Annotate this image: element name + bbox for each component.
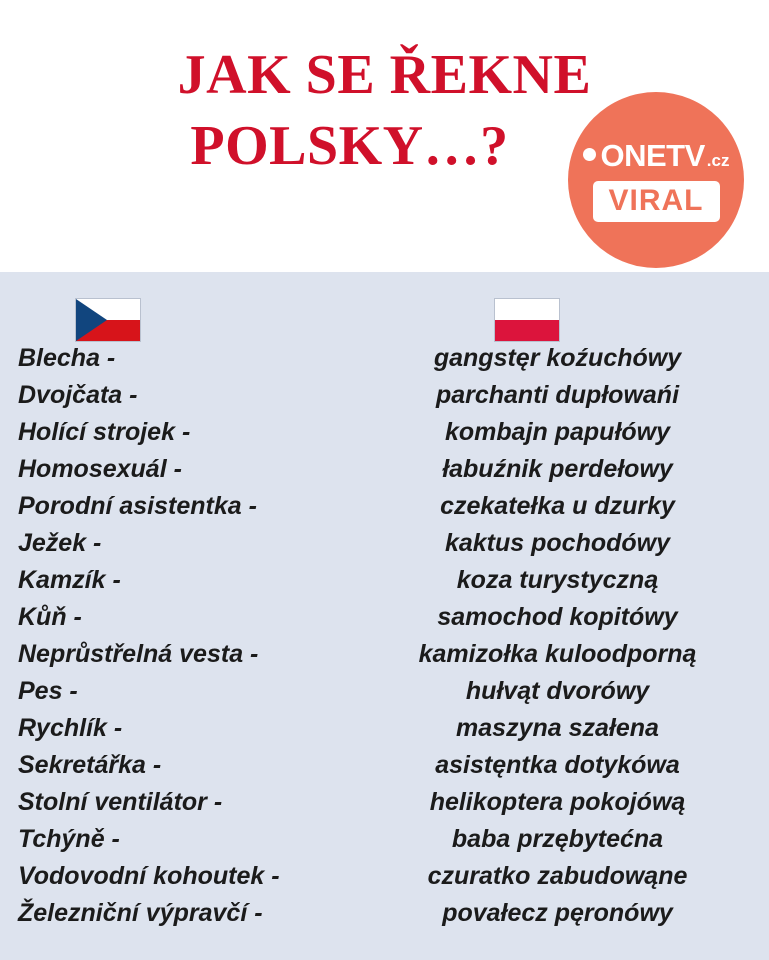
- czech-word: Blecha -: [18, 344, 116, 372]
- czech-word: Tchýně -: [18, 825, 120, 853]
- list-item: [18, 788, 755, 825]
- list-item: [18, 751, 755, 788]
- logo-domain: .cz: [706, 151, 730, 170]
- polish-word: kombajn papułówy: [444, 418, 671, 446]
- polish-word: kamizołka kuloodporną: [418, 640, 697, 668]
- polish-word: kaktus pochodówy: [444, 529, 671, 557]
- logo-dot-icon: [583, 148, 596, 161]
- czech-flag-icon: [75, 298, 141, 342]
- czech-word: Ježek -: [18, 529, 102, 557]
- czech-word: Pes -: [18, 677, 78, 705]
- list-item: [18, 603, 755, 640]
- czech-word: Porodní asistentka -: [18, 492, 257, 520]
- logo-wordmark: [583, 138, 730, 174]
- content-panel: [0, 272, 769, 960]
- list-item: [18, 381, 755, 418]
- polish-word: povałecz pęronówy: [442, 899, 673, 927]
- czech-word: Kamzík -: [18, 566, 121, 594]
- czech-word: Rychlík -: [18, 714, 123, 742]
- polish-word: asistęntka dotykówa: [435, 751, 680, 779]
- list-item: [18, 418, 755, 455]
- czech-word: Stolní ventilátor -: [18, 788, 223, 816]
- list-item: [18, 677, 755, 714]
- polish-word: baba przębytećna: [451, 825, 664, 853]
- polish-word: łabuźnik perdełowy: [442, 455, 673, 483]
- list-item: [18, 529, 755, 566]
- list-item: [18, 640, 755, 677]
- logo-name: ONETV: [600, 138, 705, 173]
- onetv-logo-badge: [568, 92, 744, 268]
- polish-word: gangstęr koźuchówy: [433, 344, 682, 372]
- list-item: [18, 344, 755, 381]
- flags-row: [0, 272, 769, 344]
- logo-tag: VIRAL: [593, 181, 720, 222]
- polish-word: parchanti dupłowańi: [435, 381, 680, 409]
- polish-word: koza turystyczną: [456, 566, 659, 594]
- czech-word: Homosexuál -: [18, 455, 182, 483]
- czech-word: Železniční výpravčí -: [18, 899, 263, 927]
- list-item: [18, 825, 755, 862]
- polish-word: hułvąt dvorówy: [465, 677, 650, 705]
- polish-word: czekatełka u dzurky: [440, 492, 675, 520]
- czech-word: Neprůstřelná vesta -: [18, 640, 259, 668]
- list-item: [18, 566, 755, 603]
- list-item: [18, 899, 755, 936]
- polish-flag-icon: [494, 298, 560, 342]
- czech-word: Dvojčata -: [18, 381, 138, 409]
- czech-word: Holící strojek -: [18, 418, 191, 446]
- czech-word: Vodovodní kohoutek -: [18, 862, 280, 890]
- list-item: [18, 455, 755, 492]
- translation-list: [0, 344, 769, 936]
- polish-word: samochod kopitówy: [437, 603, 678, 631]
- list-item: [18, 714, 755, 751]
- header: [0, 0, 769, 272]
- title-line-1: JAK SE ŘEKNE: [177, 44, 592, 106]
- polish-word: maszyna szałena: [456, 714, 659, 742]
- list-item: [18, 862, 755, 899]
- czech-word: Sekretářka -: [18, 751, 162, 779]
- czech-word: Kůň -: [18, 603, 82, 631]
- polish-word: helikoptera pokojówą: [429, 788, 686, 816]
- polish-word: czuratko zabudowąne: [427, 862, 688, 890]
- list-item: [18, 492, 755, 529]
- title-line-2: POLSKY…?: [190, 114, 509, 177]
